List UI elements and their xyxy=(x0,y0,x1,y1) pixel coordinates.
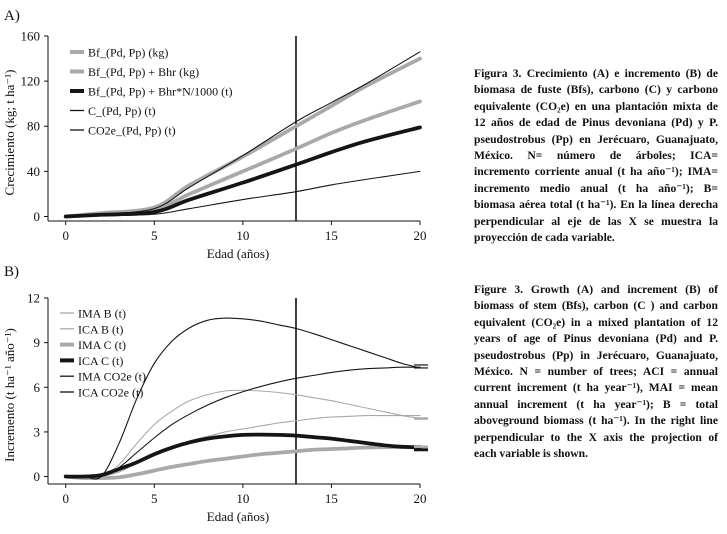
y-axis-title: Crecimiento (kg; t ha⁻¹) xyxy=(2,69,17,196)
caption-english-lead: Figure 3. xyxy=(474,283,524,296)
y-tick-label: 3 xyxy=(33,424,40,440)
x-tick-label: 0 xyxy=(62,228,69,243)
legend-label: IMA CO2e (t) xyxy=(78,369,146,384)
legend-label: IMA B (t) xyxy=(78,306,126,321)
caption-spanish xyxy=(474,66,718,246)
legend-label: IMA C (t) xyxy=(78,338,126,353)
legend-label: C_(Pd, Pp) (t) xyxy=(88,104,156,118)
series-line-4 xyxy=(66,171,420,216)
caption-english xyxy=(474,282,718,462)
y-tick-label: 6 xyxy=(33,379,40,395)
panel-b-increment-chart xyxy=(2,264,428,524)
y-tick-label: 9 xyxy=(33,335,40,351)
legend-label: Bf_(Pd, Pp) (kg) xyxy=(88,45,169,60)
x-tick-label: 0 xyxy=(62,491,69,506)
y-axis-title: Incremento (t ha⁻¹ año⁻¹) xyxy=(2,328,17,462)
x-tick-label: 20 xyxy=(413,228,427,243)
y-tick-label: 160 xyxy=(20,28,40,44)
series-line-2 xyxy=(66,59,420,217)
caption-spanish-lead: Figura 3. xyxy=(474,67,522,80)
legend-label: Bf_(Pd, Pp) + Bhr*N/1000 (t) xyxy=(88,84,233,99)
legend-label: Bf_(Pd, Pp) + Bhr (kg) xyxy=(88,65,200,79)
y-tick-label: 120 xyxy=(20,73,40,89)
y-tick-label: 0 xyxy=(33,469,40,485)
y-tick-label: 0 xyxy=(33,208,40,224)
panel-a-growth-chart xyxy=(2,8,427,261)
legend-label: CO2e_(Pd, Pp) (t) xyxy=(88,123,176,138)
y-tick-label: 40 xyxy=(27,163,40,179)
y-tick-label: 80 xyxy=(27,118,40,134)
legend-label: ICA C (t) xyxy=(78,353,124,368)
x-tick-label: 5 xyxy=(151,491,158,506)
caption-spanish-text: Crecimiento (A) e incremento (B) de biomasa de fuste (Bfs), carbono (C) y carbono equivalente (CO₂e) en una plantación mixta de 12 años de edad de Pinus devoniana (Pd) y P. pseudostrobus (Pp) en Jerécuaro, Guanajuato, México. N= número de árboles; ICA= incremento corriente anual (t ha año⁻¹); IMA= incremento medio anual (t ha año⁻¹); B= biomasa aérea total (t ha⁻¹). En la línea derecha perpendicular al eje de las X se muestra la proyección de cada variable. xyxy=(474,67,718,245)
x-tick-label: 10 xyxy=(236,228,250,243)
x-axis-title: Edad (años) xyxy=(206,246,270,261)
legend-label: ICA CO2e (t) xyxy=(78,385,144,400)
x-tick-label: 15 xyxy=(324,228,338,243)
y-tick-label: 12 xyxy=(27,290,40,306)
x-tick-label: 15 xyxy=(324,491,338,506)
caption-english-text: Growth (A) and increment (B) of biomass of stem (Bfs), carbon (C ) and carbon equivalent (CO₂e) in a mixed plantation of 12 years of age of Pinus devoniana (Pd) and P. pseudostrobus (Pp) in Jerécuaro, Guanajuato, México. N = number of trees; ACI = annual current increment (t ha year⁻¹), MAI = mean annual increment (t ha year⁻¹); B = total aboveground biomass (t ha⁻¹). In the right line perpendicular to the X axis the projection of each variable is shown. xyxy=(474,283,718,461)
series-line-3 xyxy=(66,447,420,478)
panel-label: A) xyxy=(4,8,20,24)
x-tick-label: 20 xyxy=(413,491,427,506)
x-tick-label: 10 xyxy=(236,491,250,506)
legend-label: ICA B (t) xyxy=(78,322,124,337)
x-axis-title: Edad (años) xyxy=(206,509,270,524)
x-tick-label: 5 xyxy=(151,228,158,243)
panel-label: B) xyxy=(4,264,19,280)
